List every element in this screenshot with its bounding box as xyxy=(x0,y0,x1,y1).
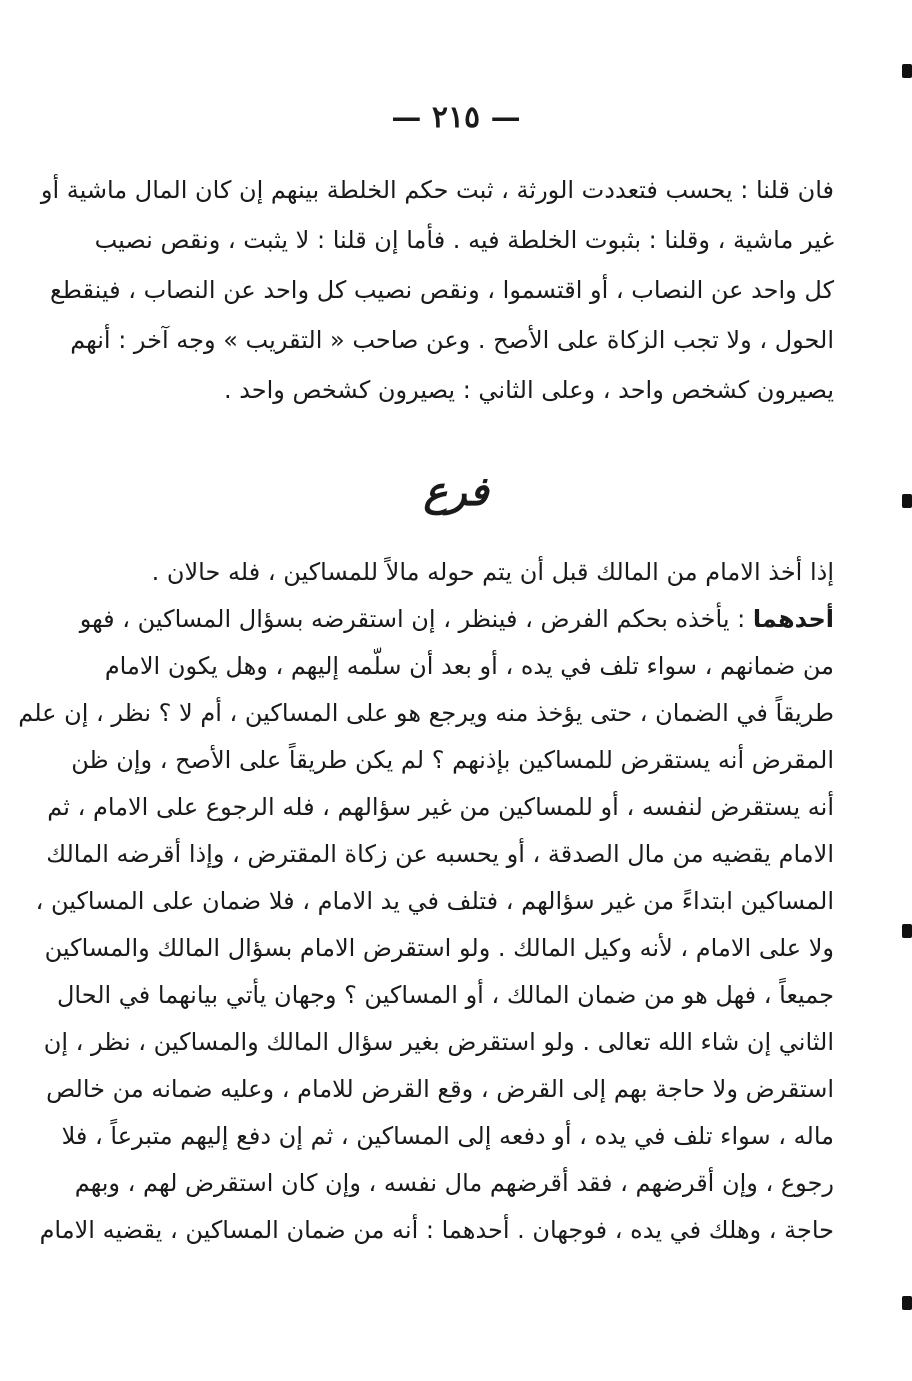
case-text: : يأخذه بحكم الفرض ، فينظر ، إن استقرضه بسؤال المساكين ، فهو xyxy=(79,605,753,633)
text-line: حاجة ، وهلك في يده ، فوجهان . أحدهما : أنه من ضمان المساكين ، يقضيه الامام xyxy=(39,1216,834,1244)
text-line: طريقاً في الضمان ، حتى يؤخذ منه ويرجع هو على المساكين ، أم لا ؟ نظر ، إن علم xyxy=(18,699,834,727)
text-line: استقرض ولا حاجة بهم إلى القرض ، وقع القرض للامام ، وعليه ضمانه من خالص xyxy=(46,1075,834,1103)
margin-mark xyxy=(902,64,912,78)
text-line: الامام يقضيه من مال الصدقة ، أو يحسبه عن زكاة المقترض ، وإذا أقرضه المالك xyxy=(46,840,834,868)
text-line: يصيرون كشخص واحد ، وعلى الثاني : يصيرون كشخص واحد . xyxy=(223,376,834,404)
text-line: الحول ، ولا تجب الزكاة على الأصح . وعن صاحب « التقريب » وجه آخر : أنهم xyxy=(70,326,834,354)
paragraph-opening xyxy=(134,548,834,596)
text-line: الثاني إن شاء الله تعالى . ولو استقرض بغير سؤال المالك والمساكين ، نظر ، إن xyxy=(43,1028,834,1056)
text-line: فان قلنا : يحسب فتعددت الورثة ، ثبت حكم الخلطة بينهم إن كان المال ماشية أو xyxy=(40,176,834,204)
text-line: إذا أخذ الامام من المالك قبل أن يتم حوله مالاً للمساكين ، فله حالان . xyxy=(151,558,834,586)
section-heading: فرع xyxy=(423,468,489,515)
page-number: — ٢١٥ — xyxy=(391,100,521,135)
text-line: المقرض أنه يستقرض للمساكين بإذنهم ؟ لم يكن طريقاً على الأصح ، وإن ظن xyxy=(71,746,834,774)
margin-mark xyxy=(902,924,912,938)
text-line: كل واحد عن النصاب ، أو اقتسموا ، ونقص نصيب كل واحد عن النصاب ، فينقطع xyxy=(50,276,834,304)
text-line: رجوع ، وإن أقرضهم ، فقد أقرضهم مال نفسه ، وإن كان استقرض لهم ، وبهم xyxy=(74,1169,834,1197)
margin-mark xyxy=(902,1296,912,1310)
paragraph-intro xyxy=(40,165,834,415)
text-line: من ضمانهم ، سواء تلف في يده ، أو بعد أن سلّمه إليهم ، وهل يكون الامام xyxy=(104,652,834,680)
text-line: جميعاً ، فهل هو من ضمان المالك ، أو المساكين ؟ وجهان يأتي بيانهما في الحال xyxy=(56,981,834,1009)
text-line: ولا على الامام ، لأنه وكيل المالك . ولو استقرض الامام بسؤال المالك والمساكين xyxy=(44,934,834,962)
margin-mark xyxy=(902,494,912,508)
text-line: ماله ، سواء تلف في يده ، أو دفعه إلى المساكين ، ثم إن دفع إليهم متبرعاً ، فلا xyxy=(61,1122,834,1150)
case-label: أحدهما xyxy=(752,605,834,633)
text-line: أنه يستقرض لنفسه ، أو للمساكين من غير سؤالهم ، فله الرجوع على الامام ، ثم xyxy=(47,793,834,821)
text-line: غير ماشية ، وقلنا : بثبوت الخلطة فيه . فأما إن قلنا : لا يثبت ، ونقص نصيب xyxy=(94,226,834,254)
text-line xyxy=(79,596,834,643)
text-line: المساكين ابتداءً من غير سؤالهم ، فتلف في يد الامام ، فلا ضمان على المساكين ، xyxy=(35,887,834,915)
paragraph-first-case xyxy=(18,596,834,1254)
